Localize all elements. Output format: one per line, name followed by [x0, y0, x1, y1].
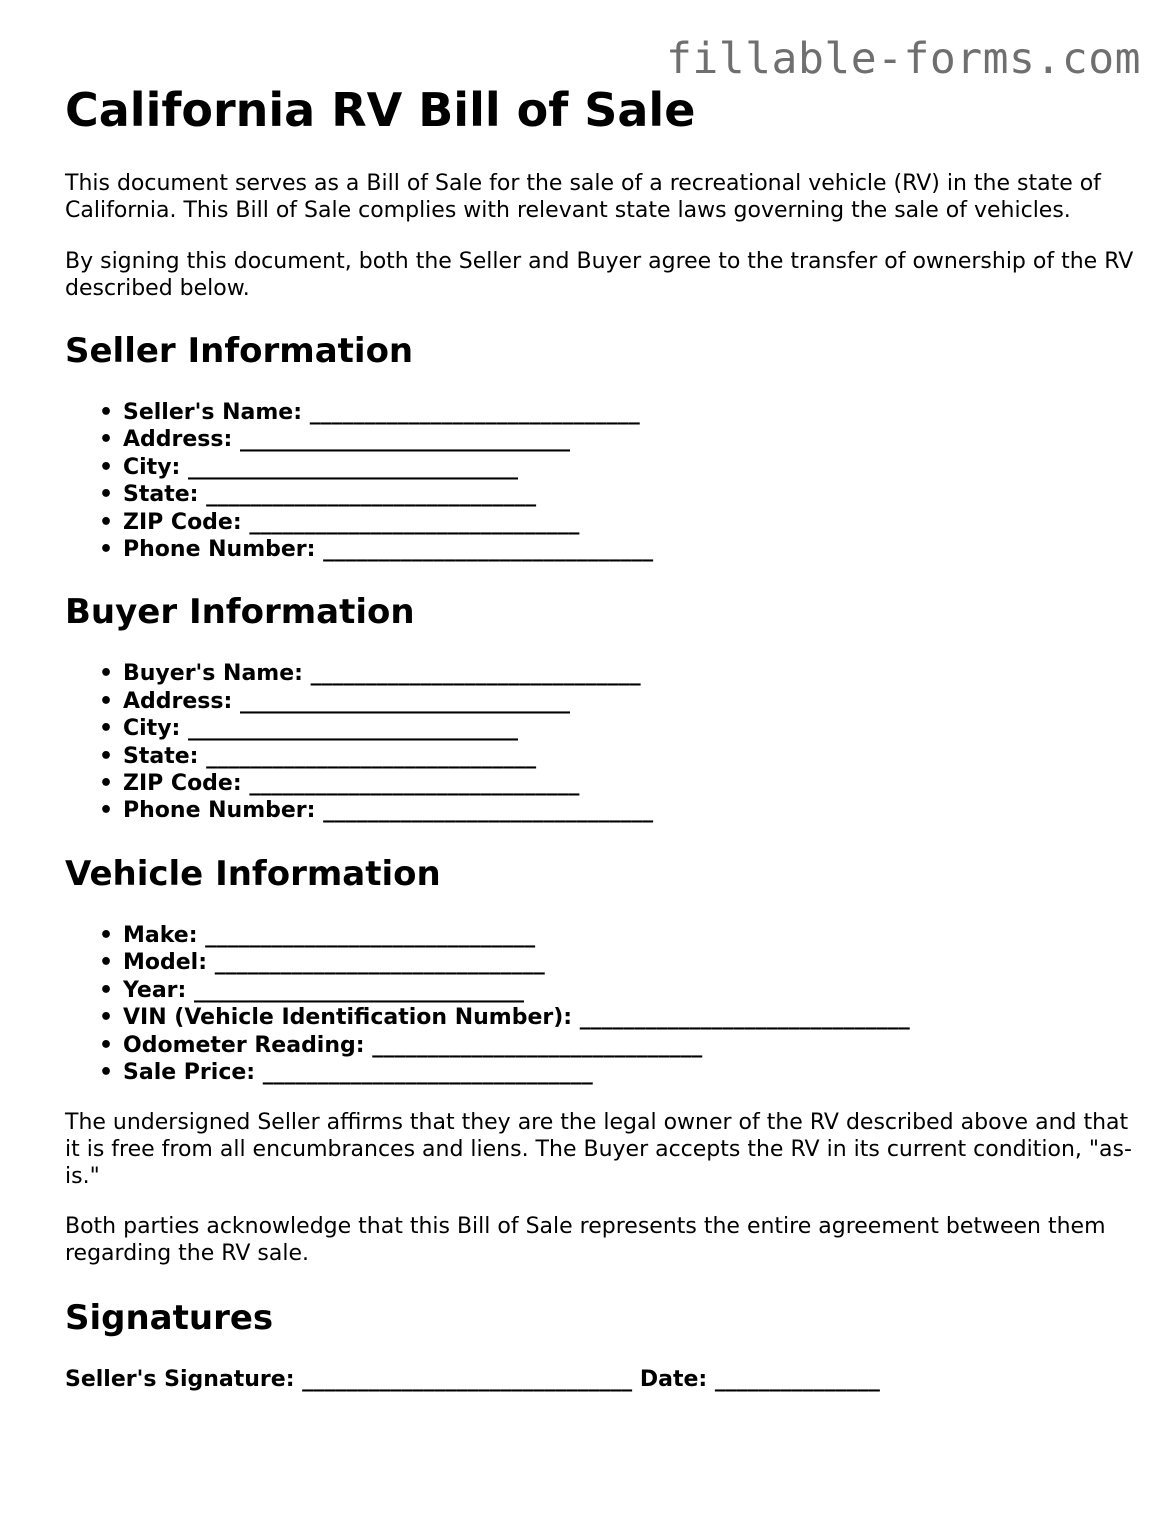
seller-signature-blank[interactable]: ______________________________: [302, 1367, 633, 1393]
field-blank[interactable]: ______________________________: [205, 922, 536, 948]
vehicle-model-field[interactable]: [65, 949, 1135, 976]
vehicle-vin-field[interactable]: [65, 1004, 1135, 1031]
bullet-icon: •: [99, 977, 114, 1003]
seller-city-field[interactable]: [65, 454, 1135, 481]
bullet-icon: •: [99, 922, 114, 948]
buyer-section-heading: Buyer Information: [65, 592, 415, 633]
seller-name-field[interactable]: [65, 399, 1135, 426]
field-blank[interactable]: ______________________________: [323, 798, 654, 824]
field-blank[interactable]: ______________________________: [309, 400, 640, 425]
bullet-icon: •: [99, 454, 114, 480]
field-blank[interactable]: ______________________________: [372, 1032, 703, 1058]
field-label: ZIP Code:: [123, 509, 242, 535]
vehicle-odometer-field[interactable]: [65, 1032, 1135, 1059]
bullet-icon: •: [99, 950, 114, 976]
bullet-icon: •: [99, 1032, 114, 1058]
bullet-icon: •: [99, 798, 114, 824]
seller-field-list: [65, 399, 1135, 563]
bullet-icon: •: [99, 427, 114, 453]
field-blank[interactable]: ______________________________: [188, 454, 519, 480]
buyer-state-field[interactable]: [65, 743, 1135, 770]
bullet-icon: •: [99, 688, 114, 714]
ownership-paragraph: The undersigned Seller affirms that they are the legal owner of the RV described above and that it is free from all encumbrances and liens. The Buyer accepts the RV in its current condition, "as-is.": [65, 1110, 1132, 1190]
field-blank[interactable]: ______________________________: [206, 743, 537, 769]
watermark: fillable-forms.com: [666, 34, 1141, 84]
seller-signature-row: [65, 1366, 1135, 1393]
field-label: Odometer Reading:: [123, 1032, 365, 1058]
vehicle-sale-price-field[interactable]: [65, 1059, 1135, 1086]
bullet-icon: •: [99, 661, 114, 687]
field-label: Phone Number:: [123, 798, 316, 824]
field-label: Address:: [123, 688, 233, 714]
vehicle-make-field[interactable]: [65, 922, 1135, 949]
field-label: Buyer's Name:: [123, 661, 303, 687]
vehicle-field-list: [65, 922, 1135, 1086]
field-label: Seller's Name:: [123, 400, 303, 425]
vehicle-section-heading: Vehicle Information: [65, 853, 441, 894]
intro-paragraph-1: This document serves as a Bill of Sale for the sale of a recreational vehicle (RV) in the state of California. This Bill of Sale complies with relevant state laws governing the sale of vehicles.: [65, 171, 1101, 223]
seller-phone-field[interactable]: [65, 536, 1135, 563]
field-label: Phone Number:: [123, 537, 316, 563]
seller-state-field[interactable]: [65, 481, 1135, 508]
buyer-phone-field[interactable]: [65, 797, 1135, 824]
bullet-icon: •: [99, 1059, 114, 1085]
field-label: Sale Price:: [123, 1059, 256, 1085]
bullet-icon: •: [99, 537, 114, 563]
field-label: Model:: [123, 950, 208, 976]
field-blank[interactable]: ______________________________: [249, 771, 580, 797]
seller-address-field[interactable]: [65, 426, 1135, 453]
seller-section-heading: Seller Information: [65, 331, 414, 371]
vehicle-year-field[interactable]: [65, 977, 1135, 1004]
bullet-icon: •: [99, 743, 114, 769]
field-blank[interactable]: ______________________________: [239, 427, 570, 453]
bullet-icon: •: [99, 509, 114, 535]
field-label: ZIP Code:: [123, 771, 242, 797]
document-title: California RV Bill of Sale: [65, 83, 696, 137]
agreement-paragraph: Both parties acknowledge that this Bill of Sale represents the entire agreement between them regarding the RV sale.: [65, 1214, 1106, 1267]
field-label: State:: [123, 482, 199, 508]
field-label: State:: [123, 743, 199, 769]
bullet-icon: •: [99, 482, 114, 508]
bullet-icon: •: [99, 1005, 114, 1031]
field-label: VIN (Vehicle Identification Number):: [123, 1005, 573, 1031]
field-blank[interactable]: ______________________________: [579, 1005, 910, 1031]
date-blank[interactable]: _______________: [714, 1367, 880, 1393]
bullet-icon: •: [99, 716, 114, 742]
field-blank[interactable]: ______________________________: [214, 950, 545, 976]
buyer-field-list: [65, 660, 1135, 824]
buyer-zip-field[interactable]: [65, 770, 1135, 797]
intro-paragraph-2: By signing this document, both the Seller and Buyer agree to the transfer of ownership of the RV described below.: [65, 249, 1134, 301]
field-blank[interactable]: ______________________________: [249, 509, 580, 535]
document-page: [65, 80, 1135, 1393]
signatures-section-heading: Signatures: [65, 1298, 274, 1339]
bullet-icon: •: [99, 771, 114, 797]
field-blank[interactable]: ______________________________: [310, 661, 641, 687]
bullet-icon: •: [99, 400, 114, 425]
field-label: City:: [123, 454, 181, 480]
field-blank[interactable]: ______________________________: [239, 688, 570, 714]
field-blank[interactable]: ______________________________: [194, 977, 524, 1003]
field-label: City:: [123, 716, 181, 742]
field-blank[interactable]: ______________________________: [206, 482, 537, 508]
field-blank[interactable]: ______________________________: [188, 716, 519, 742]
buyer-address-field[interactable]: [65, 688, 1135, 715]
buyer-name-field[interactable]: [65, 660, 1135, 687]
field-blank[interactable]: ______________________________: [262, 1059, 593, 1085]
field-blank[interactable]: ______________________________: [323, 537, 654, 563]
date-label: Date:: [639, 1367, 708, 1393]
seller-signature-label: Seller's Signature:: [65, 1367, 295, 1393]
field-label: Year:: [123, 977, 187, 1003]
seller-zip-field[interactable]: [65, 509, 1135, 536]
buyer-city-field[interactable]: [65, 715, 1135, 742]
field-label: Address:: [123, 427, 233, 453]
field-label: Make:: [123, 922, 198, 948]
